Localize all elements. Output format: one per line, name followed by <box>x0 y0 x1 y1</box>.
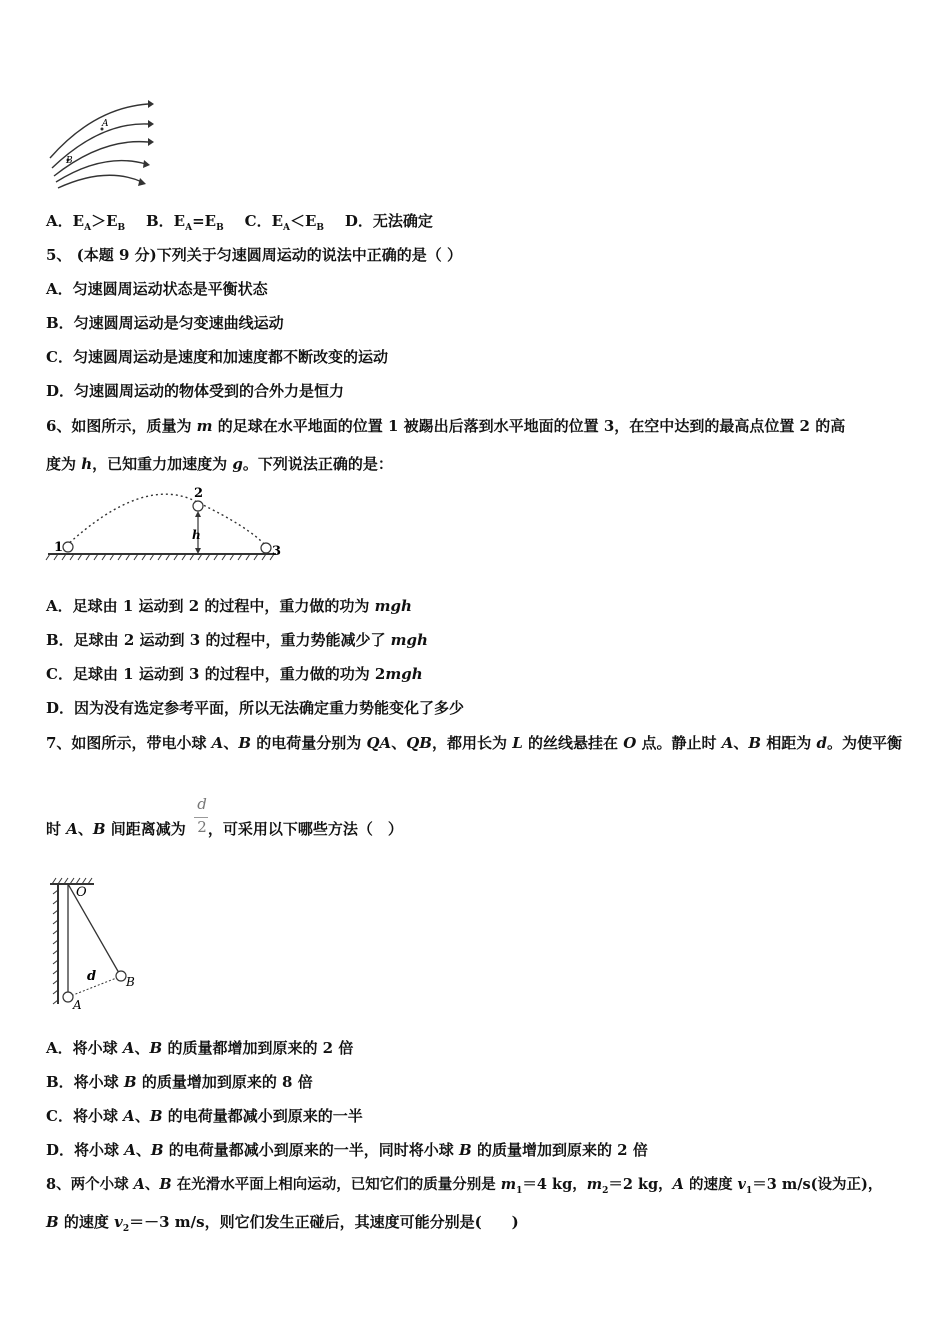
q6-option-d[interactable]: D．因为没有选定参考平面，所以无法确定重力势能变化了多少 <box>46 699 465 717</box>
pendulum-figure <box>44 876 144 1012</box>
ball-position-3 <box>261 543 271 553</box>
field-lines-figure <box>44 96 156 188</box>
q6-option-c[interactable]: C．足球由 1 运动到 3 的过程中，重力做的功为 2mgh <box>46 665 423 683</box>
label-h: h <box>192 528 201 542</box>
label-3: 3 <box>272 544 282 559</box>
q4-options <box>46 211 433 238</box>
q5-stem: 5、 (本题 9 分)下列关于匀速圆周运动的说法中正确的是（ ） <box>46 246 462 264</box>
arrow-heads <box>138 100 154 186</box>
q8-stem-line2: B 的速度 $v_2=-3$ m/s，则它们发生正碰后，其速度可能分别是( ) <box>46 1213 519 1234</box>
q4-option-d[interactable]: D．无法确定 <box>344 212 433 230</box>
q5-option-c[interactable]: C．匀速圆周运动是速度和加速度都不断改变的运动 <box>46 348 388 366</box>
q7-option-b[interactable]: B．将小球 B 的质量增加到原来的 8 倍 <box>46 1073 313 1091</box>
q7-stem-line2: 时 A、B 间距离减为 ，可采用以下哪些方法（ ） <box>46 820 403 838</box>
point-a-label: A <box>102 119 109 129</box>
q4-option-b[interactable]: B．$E_A=E_B$ <box>146 212 224 233</box>
fraction-numerator: d <box>197 795 207 813</box>
q8-stem-line1: 8、两个小球 A、B 在光滑水平面上相向运动，已知它们的质量分别是 $m_1=4$ kg，$m_2=2$ kg，A 的速度 $v_1=3$ m/s(设为正)， <box>46 1176 883 1196</box>
ball-a <box>63 992 73 1002</box>
q7-option-c[interactable]: C．将小球 A、B 的电荷量都减小到原来的一半 <box>46 1107 363 1125</box>
fraction-denominator: 2 <box>197 818 207 836</box>
point-b-label: B <box>66 156 73 166</box>
q6-stem-line1: 6、如图所示，质量为 m 的足球在水平地面的位置 1 被踢出后落到水平地面的位置 3，在空中达到的最高点位置 2 的高 <box>46 417 846 435</box>
q6-stem-line2: 度为 h，已知重力加速度为 g。下列说法正确的是： <box>46 455 393 473</box>
q6-option-a[interactable]: A．足球由 1 运动到 2 的过程中，重力做的功为 mgh <box>46 597 412 615</box>
ball-b <box>116 971 126 981</box>
label-2: 2 <box>194 486 204 501</box>
q6-option-b[interactable]: B．足球由 2 运动到 3 的过程中，重力势能减少了 mgh <box>46 631 428 649</box>
q5-option-b[interactable]: B．匀速圆周运动是匀变速曲线运动 <box>46 314 284 332</box>
label-a: A <box>73 998 82 1012</box>
label-d: d <box>87 969 97 984</box>
label-o: O <box>76 885 87 900</box>
q5-option-d[interactable]: D．匀速圆周运动的物体受到的合外力是恒力 <box>46 382 345 400</box>
projectile-figure <box>44 482 280 566</box>
ball-position-2 <box>193 501 203 511</box>
label-b: B <box>126 975 135 989</box>
label-1: 1 <box>54 540 64 555</box>
q7-option-d[interactable]: D．将小球 A、B 的电荷量都减小到原来的一半，同时将小球 B 的质量增加到原来的 2 倍 <box>46 1141 648 1159</box>
q5-option-a[interactable]: A．匀速圆周运动状态是平衡状态 <box>46 280 268 298</box>
trajectory <box>66 494 266 546</box>
ball-position-1 <box>63 542 73 552</box>
field-line <box>58 175 142 188</box>
q7-stem-line1: 7、如图所示，带电小球 A、B 的电荷量分别为 QA、QB，都用长为 L 的丝线悬挂在 O 点。静止时 A、B 相距为 d。为使平衡 <box>46 734 903 752</box>
q4-option-a[interactable]: A．$E_A>E_B$ <box>46 212 126 233</box>
q4-option-c[interactable]: C．$E_A<E_B$ <box>244 212 325 233</box>
q7-option-a[interactable]: A．将小球 A、B 的质量都增加到原来的 2 倍 <box>46 1039 354 1057</box>
